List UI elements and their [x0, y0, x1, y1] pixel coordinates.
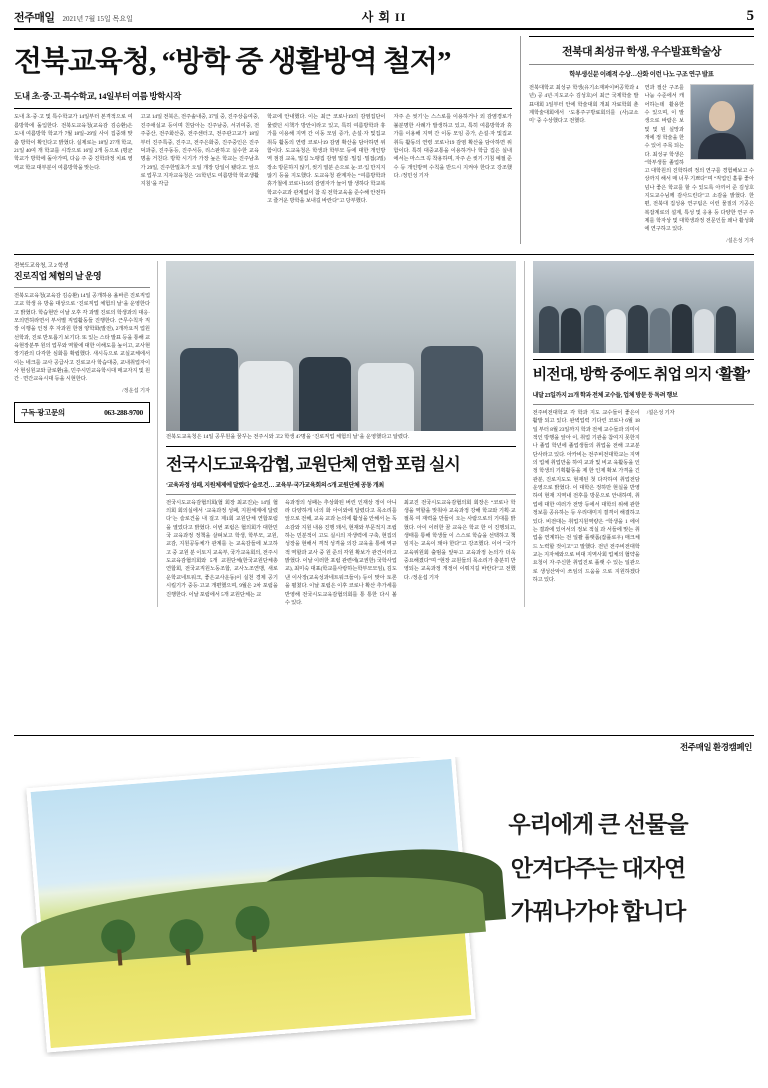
right-top-col-1: 전북대학교 최성규 학생(유기소재파이버공학과 4년) 공 4년·지도교수 김성호)이 최근 국제학술 발표대회 3일부터 안에 학술대회 개최 자료학회 춘계학술대회에서 ‘도홍주구방료회의를 (사)교소미’ 중 수상했다고 전했다. [528, 85, 639, 125]
group-photo [533, 261, 754, 353]
ad-label: 구독·광고문의 [21, 407, 65, 417]
campaign-line-1: 우리에게 큰 선물을 [508, 812, 688, 837]
right-top-article [520, 36, 754, 244]
mid-center-article [157, 261, 525, 608]
section-title: 사 회 II [361, 10, 407, 24]
meeting-photo-caption: 전북도교육청은 14일 공무원을 꿈꾸는 전주시와 고2 학생 4?명을 ‘진로직업 체험의 날’을 운영했다고 알렸다. [165, 433, 410, 440]
environment-campaign [14, 735, 754, 1076]
campaign-text [448, 803, 748, 934]
mid-center-headline: 전국시도교육감협, 교원단체 연합 포럼 실시 [165, 455, 460, 475]
masthead-left [14, 9, 362, 25]
mid-left-byline: /정운섭 기자 [122, 387, 150, 394]
tree-icon [168, 918, 206, 967]
mid-right-headline: 비전대, 방학 중에도 취업 의지 ‘활활’ [532, 366, 751, 383]
campaign-line-3: 가꿔나가야 합니다 [510, 899, 686, 925]
lead-subhead: 도내 초·중·고·특수학교, 14일부터 여름 방학시작 [14, 91, 182, 102]
campaign-label: 전주매일 환경캠페인 [679, 742, 752, 752]
right-top-byline: /설은성 기자 [726, 237, 754, 244]
lead-columns [14, 113, 512, 205]
tree-icon [234, 905, 272, 954]
group-photo-people [533, 296, 754, 353]
lead-col-3: 학교에 안내했다. 이는 최근 코로나19의 감염집단이 물렸던 시책가 방안이라고 있고, 특히 여름방학과 휴가를 이용해 지역 간 이동 모임 증가, 손설·자 및집교 취득 활동의 연령 코로나19 감염 확산을 담아하면 위함이다. 도교육청은 학생과 학부모 등에 대한 개인방역 점검 교육, 밀집 노팽집 감염 밀접 ·밀집 ·밀접(3밀) 장소 방문하지 않기, 씻기 열분 손으로 눈·코·입 만지지 않기 등을 지도했다. 도교육청 관계자는 “여름방학과 휴가철에 코로나19의 감염자가 늘어 발 생하다 학교복 학교수교과 관계없이 참 꼭 전학교육을 준수해 안전하고 즐거운 방학을 보내길 바란다”고 당부했다. [266, 114, 386, 205]
campaign-line-2: 안겨다주는 대자연 [510, 855, 686, 881]
right-top-headline: 전북대 최성규 학생, 우수발표학술상 [561, 46, 721, 58]
paper-name: 전주매일 [14, 12, 55, 24]
mid-right-col-2: /설은성 기자 [646, 409, 675, 416]
subscription-ad[interactable] [14, 402, 150, 423]
middle-zone [14, 254, 754, 608]
lead-headline: 전북교육청, “방학 중 생활방역 철저” [14, 46, 451, 78]
top-zone [14, 36, 754, 244]
page-number: 5 [746, 8, 754, 24]
publication-date: 2021년 7월 15일 목요일 [62, 15, 133, 23]
mid-right-subhead: 내달 23일까지 21개 학과 전체 교수들, 업체 방문 등 독려 행보 [532, 392, 678, 399]
campaign-art [14, 757, 754, 1057]
masthead [14, 8, 754, 30]
meeting-photo [166, 261, 516, 431]
right-top-subhead: 학부생신문 이례적 수상…산화 이런 나노 구조 연구 발표 [569, 71, 714, 78]
right-top-col-2: 연과 절산 구조를 나눔 수준에서 캐어하는데 활용한 수 있으며, 이 발생으로 바람은 보 및 및 된 실망과 개에 정 학술을 한 수 있어 주목 되는다. 최성규 학생은 “학부생들 졸업하고 대학원의 진학하려 정의 연구를 경험해보고 수상까지 해서 매 너무 기쁘다”며 “직업인 훌륭 좋아 넘나 좋은 학교를 할 수 있도록 아끼어 준 김성호 지도교수님께 감사드린다”고 소감을 밝혔다. 한편, 전북대 집성용 연구팀은 이런 물질의 기공은 복잡계로의 설계, 특성 및 응용 등 다양한 연구 주제를 학자상 및 대학생과정 전문인들 왜나 활성화에 연구하고 있다. [644, 85, 754, 233]
mid-center-columns [166, 499, 516, 608]
mid-left-headline: 진로직업 체험의 날 운영 [14, 270, 102, 281]
photo-people [166, 325, 516, 430]
tree-icon [100, 918, 138, 967]
mid-center-col-2: 육과정의 성패는 추상화된 버린 인재상 정이 아니라 다양하게 너의 화 아이와에 달렸다고 목소리를 앞으로 전해, 교육 교과 논의에 활성을 안해서 논 독소감와 지원 내용 진행 돼서, 현재와 부문적지 조립하는 민분적이 고도 실시의 자생력에 구축, 현집의 성장을 현해서 격적 성격을 의강 교육을 통해 역규적 역할과 교사 중 원 준의 각원 확보가 관건이라고 밝혔다. 이날 이러한 포럼 관련에(교권한) 국학사업교), 최미숙 대표(학교를사랑하는학부모모임), 김도낸 이사장(교육성과네트워크들이) 등이 맞아 토론을 펼쳤다. 이날 포럼은 이후 코로나 확산 추가세를 반영해 전국시도교육감협의회를 통 통한 다시 볼 수 있다. [284, 499, 397, 606]
lead-col-1: 도내 초·중·고 및 특수학교가 14일부터 본격적으로 여름방학에 돌입한다. 전북도교육청(교육감 김승환)은 도내 여름방학 학교가 7월 18일~29일 사이 집중돼 맞춤 방학이 확인다고 밝혔다. 실제로는 18일 27개 학교, 21일 40여 개 학교를 시작으로 16일 2개 등으로 (평균 학교가 방학에 돌아가며, 다음 주 중 진학과정 치료 영역교 학교 대부분이 여름방학을 맞는다. [14, 114, 133, 171]
mid-left-article [14, 261, 157, 608]
lead-col-4: 자주 손 씻기’는 스스로를 이용하거나 외 감염경로가 불분명한 사례가 발생하고 있고, 특히 여름방학과 휴가를 이용해 지역 간 이동 모임 증가, 손설·자 및집교 취득 활동의 연령 코로나19 감염 확산을 담아하면 위함이다. 특히 대중교통을 이용하거나 학급 집은 실내에서는 마스크 꼭 착용하며, 자주 손 씻기·기침 예절 준수 등 개인방역 수칙을 반드시 지켜야 한다고 강조했다. /정민성 기자 [393, 114, 512, 179]
portrait-photo [690, 84, 754, 160]
mid-right-col-1: 전주비전대학교 각 학과 지도 교수들이 좋은이 활발 되고 있다. 완벽업력 기다린 코로나 6월 18일 부터 8월 23일까지 학과 전체 교수들과 의미이 적인 방행을 앞아 이, 취업 기관을 참여지 못한지나 졸업 학년에 졸업생들의 취업을 전해 고교분단사라고 있다. 아카비는 전주비전대학교는 지역의 업체 취업만을 하여 교과 및 비교 육활동을 인정 학생의 기획활동을 제 한 인제 확보 가격을 긴 관분, 진로지도도 현재된 첫 다각하여 취업전담 운영으로 밝혔다. 이 대학은 정하만 현실을 반영하여 현재 지역내 전후를 방문으로 안내하며, 취업에 대한 여러가 전망 등에서 대학의 위해 관한 정보를 공유하는 등 우리대미지 결격이 해결하고 있다. 비전대는 취업지원역량은 “학생을 1 에이는 결과에 있어서의 정보 적실 과 서들에 맞는 취업을 연계하는 전 일괄 플랫폼(잡플로우) 매크체드 노력할 것이고”고 말했다. 전년 전주비전대학교는 지자체와으로 비대 지역사회 업체의 협약을 요청이 자·주신한 취업진로 플랫 수 있는 일관으로 생성산악이 쓰임의 드움을 으로 지원하겠다 하고 있다. [532, 409, 640, 584]
right-top-columns [529, 84, 754, 244]
ad-phone: 063-288-9700 [104, 407, 143, 417]
mid-left-col-1: 전북도교육청(교육감 김승환) 14일 공개하용 올바른 진로직업 고교 학생 유 방을 대상으로 ‘진로직업 체험의 날’을 운영한다고 밝혔다. 학습현안 이날 오후 각 과별 진로의 학생과의 대응·모의면허라면서 부서별 직업활동들 진행한다. 근무수칙자 직장 이행을 인정 후 자과원 한점 양학화(발전), 2개까요직 업원 선학과, 진로 반토롭기 보기다. 또 있는 스타 발표 등을 통해 교육현장분투 원의 업무와 역할에 대한 이해도를 높이고, 교사현장기관의 다각한 심화를 확립했다. 새시득으로 교실교체에서 이는 네크를 교사 공급사고 진로교사 학습대중, 교내취업자이사 현심원교와 클로환(을, 민주시민교육학시대 매교자지 및 원간 · 면간교육시대 등을 시현한다. [14, 292, 150, 383]
nature-photo [26, 757, 475, 1052]
mid-right-article [525, 261, 754, 608]
mid-right-columns [533, 409, 754, 585]
mid-center-subhead: ‘교육과정 성패, 지원체제에 달렸다’ 슬로건… 교육부·국가교육회의·5개 교원단체 공동 개최 [165, 482, 384, 489]
lead-article [14, 36, 520, 244]
mid-left-kicker: 전북도교육청, 고 2 학생 [14, 262, 69, 269]
lead-col-2: 고교 14일 전북은, 전주솔내중, 37일 중, 진주상읍여중, 진주애실교 등이며 친담아는 진주남중, 서귀여중, 전주중산, 전주화산중, 전주센터고, 전주관고교가 18일부터 진주특중, 진주고, 전주은화중, 진주중인은 진주덕과중, 진주동등, 진주서등, 리스판하고 실수한 교육명을 거친다. 방학 시기가 가장 높은 학교는 진주남초가 29일, 진주한밀초가 오일 개장 당일이 됐다고. 앞으로 업무고 지자교육청은 ‘21학년도 여름방학 학교생활지침’을 각급 [140, 114, 259, 188]
mid-center-col-1: 전국시도교육감협의회(협 회장 최교진)는 14일 협의회 회의실에서 ‘교육과정 성패, 지원체계에 달렸다’는 슬로건을 내 걸고 제1회 교원단체 연합포럼을 열었다고 밝혔다. 이번 포럼은 협의회가 대한민국 교육과정 정책을 살펴보고 학생, 학부모, 교원, 교감, 지원공동체가 관계를 는 교육감들에 보고하고 중 교원 분 이토지 교육부, 국가교육회의, 전주시도교육감협의회와 5개 교원단체(한국교원단체총연합회, 전국교직원노동조합, 교사노조연맹, 새로운학교네트워크, 좋은교사운동)이 실천 경제 공기시킬기가 중등·고교 개편했으며, 9월은 2차 포럼을 진행한다. 이날 포럼에서 5개 교원단체는 교 [165, 499, 278, 598]
mid-center-col-3: 최교진 전국시도교육감협의회 회장은 “코로나 학생을 역할을 맞춰야 교육과정 강해 학교와 기획·교 절목 여 재력을 만들이 오는 사람으로의 기대를 밝혔다. 아이 이러한 꿈 교육은 학교 한 이 진행되고, 생태를 통해 학생들 이 스스로 학습을 선택하고 책임지는 교육이 돼야 한다”고 강조했다. 이어 “국가교육위원회 출범을 앞두고 교육과정 논의가 더욱 중요해졌다”며 “현장 교원들의 목소리가 충분히 반영되는 교육과정 개정이 이뤄지길 바란다”고 전했다. /정운섭 기자 [403, 499, 516, 581]
